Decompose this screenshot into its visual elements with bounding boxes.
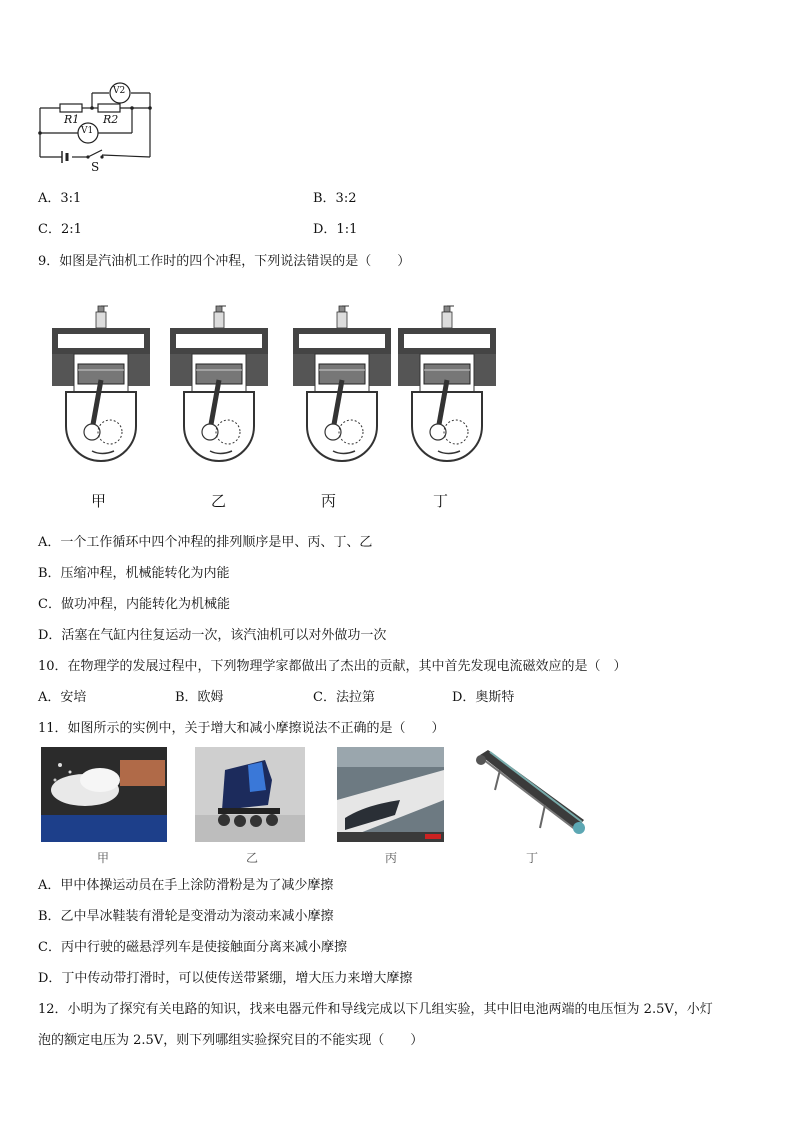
q8-option-b: B．3:2 [313, 191, 357, 206]
q9-stem: 9．如图是汽油机工作时的四个冲程，下列说法错误的是（ ） [38, 254, 411, 269]
gymnast-chalk-photo [41, 747, 167, 842]
q9-option-c: C．做功冲程，内能转化为机械能 [38, 597, 230, 612]
q12-stem-line2: 泡的额定电压为 2.5V，则下列哪组实验探究目的不能实现（ ） [38, 1033, 424, 1048]
q10-stem: 10．在物理学的发展过程中，下列物理学家都做出了杰出的贡献，其中首先发现电流磁效应的是（ ） [38, 659, 627, 674]
q9-caption-bing: 丙 [321, 492, 337, 510]
q9-option-d: D．活塞在气缸内往复运动一次，该汽油机可以对外做功一次 [38, 628, 387, 643]
q12-stem-line1: 12．小明为了探究有关电路的知识，找来电器元件和导线完成以下几组实验，其中旧电池两端的电压恒为 2.5V，小灯 [38, 1002, 713, 1017]
conveyor-belt-photo [476, 750, 585, 834]
q11-option-d: D．丁中传动带打滑时，可以使传送带紧绷，增大压力来增大摩擦 [38, 971, 413, 986]
q10-option-b: B．欧姆 [175, 690, 224, 705]
q11-caption-ding: 丁 [526, 851, 539, 865]
q11-caption-jia: 甲 [97, 851, 110, 865]
r1-label: R1 [64, 113, 80, 126]
q11-option-b: B．乙中旱冰鞋装有滑轮是变滑动为滚动来减小摩擦 [38, 909, 334, 924]
q8-option-d: D．1:1 [313, 222, 358, 237]
q8-option-a: A．3:1 [38, 191, 82, 206]
q11-option-a: A．甲中体操运动员在手上涂防滑粉是为了减少摩擦 [38, 878, 334, 893]
q8-option-c: C．2:1 [38, 222, 82, 237]
v1-label: V1 [81, 126, 94, 136]
q10-option-d: D．奥斯特 [452, 690, 515, 705]
q9-option-a: A．一个工作循环中四个冲程的排列顺序是甲、丙、丁、乙 [38, 535, 373, 550]
rollerblade-photo [195, 747, 305, 842]
q11-caption-yi: 乙 [246, 851, 259, 865]
q11-caption-bing: 丙 [385, 851, 398, 865]
q10-option-c: C．法拉第 [313, 690, 375, 705]
r2-label: R2 [103, 113, 119, 126]
q11-option-c: C．丙中行驶的磁悬浮列车是使接触面分离来减小摩擦 [38, 940, 347, 955]
q9-caption-yi: 乙 [211, 492, 227, 510]
q9-caption-ding: 丁 [433, 492, 449, 510]
switch-label: S [91, 160, 100, 174]
maglev-train-photo [337, 747, 444, 842]
q11-stem: 11．如图所示的实例中，关于增大和减小摩擦说法不正确的是（ ） [38, 721, 445, 736]
q9-caption-jia: 甲 [91, 492, 107, 510]
q9-option-b: B．压缩冲程，机械能转化为内能 [38, 566, 230, 581]
v2-label: V2 [113, 86, 126, 96]
q10-option-a: A．安培 [38, 690, 87, 705]
